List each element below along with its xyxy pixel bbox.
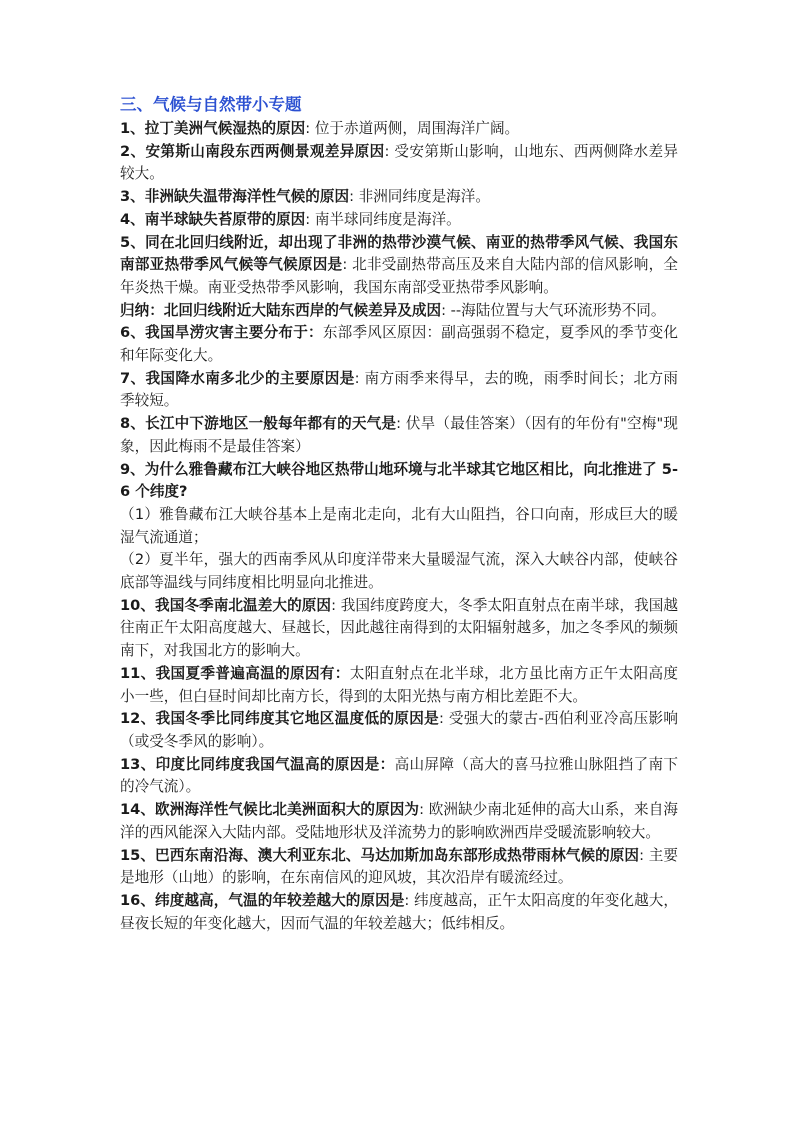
item-answer: 东部季风区原因：副高强弱不稳定，夏季风的季节变化和年际变化大。 <box>120 324 678 365</box>
item-answer: : 受强大的蒙古-西伯利亚冷高压影响（或受冬季风的影响）。 <box>120 710 678 750</box>
item-question: 12、我国冬季比同纬度其它地区温度低的原因是 <box>120 710 440 728</box>
item-answer: : 我国纬度跨度大，冬季太阳直射点在南半球，我国越往南正午太阳高度越大、昼越长，因此越往南得到的太阳辐射越多，加之冬季风的频频南下，对我国北方的影响大。 <box>120 596 679 660</box>
item-1 <box>120 118 678 141</box>
item-14 <box>120 799 678 844</box>
item-question: 11、我国夏季普遍高温的原因有： <box>120 664 350 682</box>
item-question: 4、南半球缺失苔原带的原因 <box>120 210 306 228</box>
item-question: 8、长江中下游地区一般每年都有的天气是 <box>120 415 397 433</box>
item-4 <box>120 209 678 232</box>
item-9-sub-1: （1）雅鲁藏布江大峡谷基本上是南北走向，北有大山阻挡，谷口向南，形成巨大的暖湿气流通道； <box>120 505 678 546</box>
item-question: 2、安第斯山南段东西两侧景观差异原因 <box>120 142 385 160</box>
item-question: 6、我国旱涝灾害主要分布于： <box>120 324 323 342</box>
item-8 <box>120 413 678 458</box>
item-answer: : --海陆位置与大气环流形势不同。 <box>441 301 666 319</box>
item-question: 15、巴西东南沿海、澳大利亚东北、马达加斯加岛东部形成热带雨林气候的原因 <box>120 846 640 864</box>
item-question: 14、欧洲海洋性气候比北美洲面积大的原因为 <box>120 801 420 819</box>
item-question: 9、为什么雅鲁藏布江大峡谷地区热带山地环境与北半球其它地区相比，向北推进了 5-6 个纬度? <box>120 460 678 501</box>
item-question: 13、印度比同纬度我国气温高的原因是： <box>120 755 395 773</box>
item-3 <box>120 186 678 209</box>
item-question: 10、我国冬季南北温差大的原因 <box>120 596 332 614</box>
item-9-sub-2: （2）夏半年，强大的西南季风从印度洋带来大量暖湿气流，深入大峡谷内部，使峡谷底部等温线与同纬度相比明显向北推进。 <box>120 551 678 592</box>
item-question: 7、我国降水南多北少的主要原因是 <box>120 369 355 387</box>
item-12 <box>120 708 678 753</box>
item-question: 3、非洲缺失温带海洋性气候的原因 <box>120 188 350 206</box>
item-answer: : 欧洲缺少南北延伸的高大山系，来自海洋的西风能深入大陆内部。受陆地形状及洋流势力的影响欧洲西岸受暖流影响较大。 <box>120 801 678 841</box>
item-question: 16、纬度越高，气温的年较差越大的原因是 <box>120 891 405 909</box>
document-page <box>120 93 678 935</box>
item-15 <box>120 845 678 890</box>
section-title: 三、气候与自然带小专题 <box>120 95 302 114</box>
item-16 <box>120 890 678 935</box>
item-answer: : 纬度越高，正午太阳高度的年变化越大，昼夜长短的年变化越大，因而气温的年较差越大；低纬相反。 <box>120 891 679 932</box>
item-2 <box>120 141 678 186</box>
item-answer: : 主要是地形（山地）的影响，在东南信风的迎风坡，其次沿岸有暖流经过。 <box>120 846 679 887</box>
item-question: 归纳：北回归线附近大陆东西岸的气候差异及成因 <box>120 301 442 319</box>
item-answer: : 南方雨季来得早，去的晚，雨季时间长；北方雨季较短。 <box>120 369 679 410</box>
item-answer: 高山屏障（高大的喜马拉雅山脉阻挡了南下的冷气流）。 <box>120 755 678 796</box>
item-answer: : 非洲同纬度是海洋。 <box>349 188 490 206</box>
item-9 <box>120 459 678 504</box>
item-answer: : 伏旱（最佳答案）（因有的年份有"空梅"现象，因此梅雨不是最佳答案） <box>120 415 679 455</box>
item-7 <box>120 368 678 413</box>
item-13 <box>120 754 678 799</box>
summary <box>120 300 678 323</box>
item-question: 5、同在北回归线附近，却出现了非洲的热带沙漠气候、南亚的热带季风气候、我国东南部亚热带季风气候等气候原因是 <box>120 233 678 274</box>
item-answer: 太阳直射点在北半球，北方虽比南方正午太阳高度小一些，但白昼时间却比南方长，得到的太阳光热与南方相比差距不大。 <box>120 664 678 705</box>
item-6 <box>120 322 678 367</box>
item-answer: : 受安第斯山影响，山地东、西两侧降水差异较大。 <box>120 142 678 183</box>
item-answer: : 位于赤道两侧，周围海洋广阔。 <box>305 120 520 137</box>
item-answer: : 北非受副热带高压及来自大陆内部的信风影响，全年炎热干燥。南亚受热带季风影响，我国东南部受亚热带季风影响。 <box>120 256 678 296</box>
item-10 <box>120 595 678 663</box>
item-5 <box>120 232 678 300</box>
item-11 <box>120 663 678 708</box>
item-question: 1、拉丁美洲气候湿热的原因 <box>120 120 306 137</box>
item-answer: : 南半球同纬度是海洋。 <box>305 210 461 228</box>
